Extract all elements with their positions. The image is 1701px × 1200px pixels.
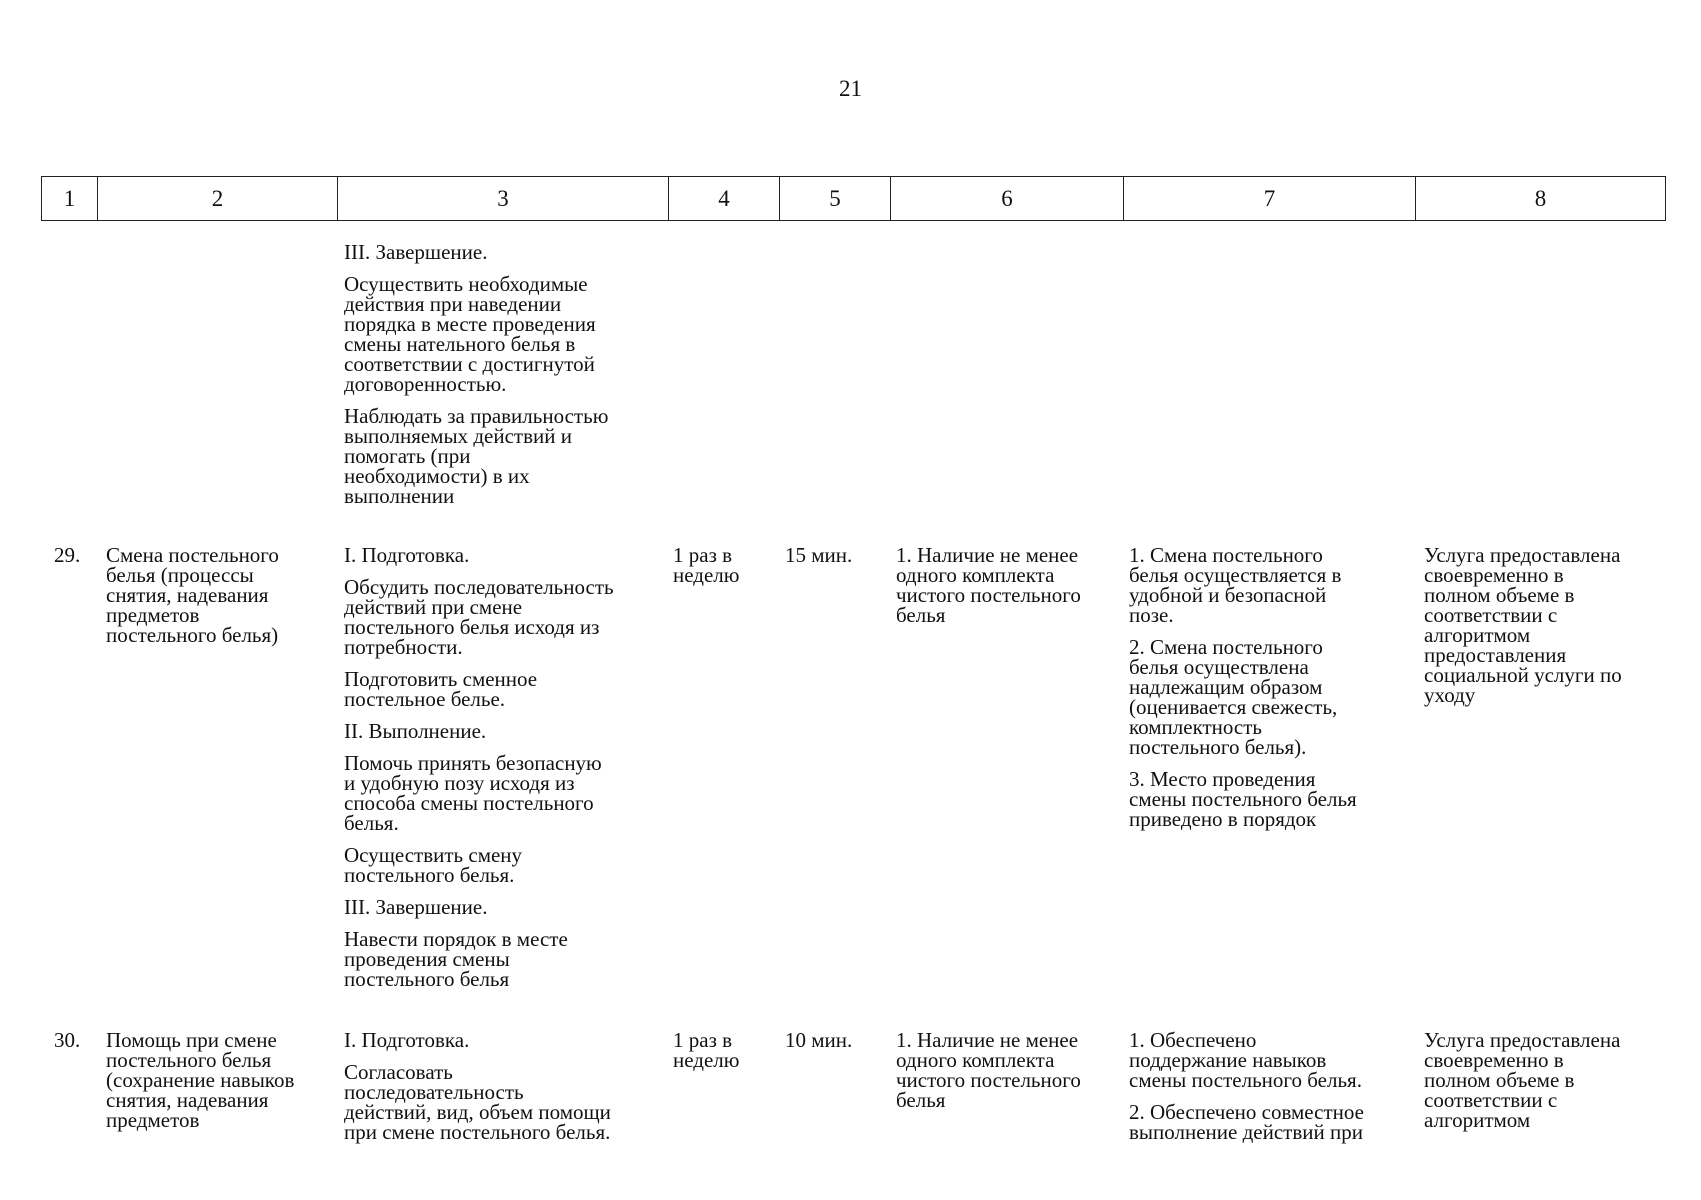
cell-paragraph — [344, 845, 674, 885]
cell-line: соответствии с — [1424, 603, 1558, 627]
cell-line: смены нательного белья в — [344, 332, 576, 356]
cell-paragraph — [344, 406, 674, 506]
cell-paragraph — [1424, 1030, 1664, 1130]
cell-paragraph — [344, 669, 674, 709]
cell-line: договоренностью. — [344, 372, 507, 396]
cell-line: I. Подготовка. — [344, 543, 470, 567]
cell-paragraph — [344, 577, 674, 657]
cell-line: III. Завершение. — [344, 240, 488, 264]
cell-paragraph — [344, 545, 674, 565]
cell-paragraph — [344, 1062, 674, 1142]
cell-line: постельного белья). — [1129, 735, 1307, 759]
cell-line: смены постельного белья. — [1129, 1068, 1362, 1092]
cell-line: действий при смене — [344, 595, 523, 619]
cell-line: 2. Обеспечено совместное — [1129, 1100, 1364, 1124]
cell-line: предоставления — [1424, 643, 1567, 667]
cell-line: своевременно в — [1424, 1048, 1564, 1072]
cell-line: белья (процессы — [106, 563, 254, 587]
header-cell-8: 8 — [1534, 186, 1547, 211]
cell-line: соответствии с достигнутой — [344, 352, 595, 376]
cell-line: Обсудить последовательность — [344, 575, 614, 599]
cell-line: 1. Наличие не менее — [896, 543, 1079, 567]
cell-line: предметов — [106, 603, 200, 627]
cell-paragraph — [896, 1030, 1121, 1110]
cell-line: Согласовать — [344, 1060, 453, 1084]
cell-line: Подготовить сменное — [344, 667, 538, 691]
cell-line: 3. Место проведения — [1129, 767, 1316, 791]
cell-line: предметов — [106, 1108, 200, 1132]
cell-line: удобной и безопасной — [1129, 583, 1327, 607]
cell-paragraph — [1424, 545, 1664, 705]
cell-line: одного комплекта — [896, 1048, 1055, 1072]
cell-line: чистого постельного — [896, 583, 1081, 607]
cell-line: выполнении — [344, 484, 455, 508]
header-cell-7: 7 — [1124, 177, 1416, 220]
cell-line: белья осуществлена — [1129, 655, 1309, 679]
cell-line: комплектность — [1129, 715, 1263, 739]
cell-line: порядка в месте проведения — [344, 312, 596, 336]
service-steps — [344, 545, 674, 989]
cell-line: и удобную позу исходя из — [344, 771, 575, 795]
service-evaluation — [1424, 1030, 1664, 1130]
cell-paragraph — [1129, 1102, 1424, 1142]
cell-line: уходу — [1424, 683, 1476, 707]
cell-line: Осуществить необходимые — [344, 272, 588, 296]
cell-line: белья осуществляется в — [1129, 563, 1342, 587]
service-conditions — [896, 1030, 1121, 1110]
cell-line: алгоритмом — [1424, 623, 1531, 647]
cell-line: (оценивается свежесть, — [1129, 695, 1338, 719]
row-number: 29. — [54, 543, 81, 567]
cell-line: снятия, надевания — [106, 583, 269, 607]
cell-line: (сохранение навыков — [106, 1068, 295, 1092]
cell-paragraph — [344, 897, 674, 917]
row-number: 30. — [54, 1028, 81, 1052]
table-header-row — [41, 176, 1666, 221]
cell-line: 1 раз в — [673, 1028, 733, 1052]
cell-line: белья — [896, 1088, 946, 1112]
cell-paragraph — [106, 1030, 334, 1130]
cell-paragraph — [344, 929, 674, 989]
cell-line: Навести порядок в месте — [344, 927, 568, 951]
cell-paragraph — [344, 721, 674, 741]
cell-paragraph — [1129, 637, 1424, 757]
cell-line: полном объеме в — [1424, 583, 1575, 607]
service-steps — [344, 1030, 674, 1142]
cell-line: приведено в порядок — [1129, 807, 1317, 831]
cell-line: 10 мин. — [785, 1028, 853, 1052]
service-frequency — [673, 545, 773, 585]
cell-line: Наблюдать за правильностью — [344, 404, 609, 428]
cell-paragraph — [344, 1030, 674, 1050]
cell-line: смены постельного белья — [1129, 787, 1357, 811]
cell-line: 1. Наличие не менее — [896, 1028, 1079, 1052]
cell-line: последовательность — [344, 1080, 524, 1104]
cell-line: белья — [896, 603, 946, 627]
cell-line: поддержание навыков — [1129, 1048, 1327, 1072]
cell-line: постельного белья) — [106, 623, 279, 647]
cell-line: социальной услуги по — [1424, 663, 1622, 687]
page-number: 21 — [839, 76, 862, 101]
cell-line: постельное белье. — [344, 687, 506, 711]
cell-line: алгоритмом — [1424, 1108, 1531, 1132]
service-duration — [785, 545, 885, 565]
cell-paragraph — [785, 545, 885, 565]
cell-line: надлежащим образом — [1129, 675, 1323, 699]
cell-line: полном объеме в — [1424, 1068, 1575, 1092]
cell-line: белья. — [344, 811, 399, 835]
cell-line: постельного белья. — [344, 863, 515, 887]
continuation-steps — [344, 242, 674, 506]
cell-paragraph — [896, 545, 1121, 625]
cell-line: 15 мин. — [785, 543, 853, 567]
cell-line: одного комплекта — [896, 563, 1055, 587]
cell-line: Помочь принять безопасную — [344, 751, 602, 775]
cell-paragraph — [673, 1030, 773, 1070]
cell-paragraph — [344, 274, 674, 394]
service-evaluation — [1424, 545, 1664, 705]
header-cell-1: 1 — [42, 177, 98, 220]
service-conditions — [896, 545, 1121, 625]
cell-line: неделю — [673, 563, 740, 587]
cell-paragraph — [1129, 769, 1424, 829]
cell-line: действия при наведении — [344, 292, 562, 316]
cell-line: проведения смены — [344, 947, 510, 971]
cell-line: I. Подготовка. — [344, 1028, 470, 1052]
service-name — [106, 1030, 334, 1130]
header-cell-6: 6 — [891, 177, 1124, 220]
service-quality — [1129, 545, 1424, 829]
service-duration — [785, 1030, 885, 1050]
cell-paragraph — [1129, 545, 1424, 625]
cell-line: Услуга предоставлена — [1424, 1028, 1621, 1052]
cell-line: постельного белья — [106, 1048, 272, 1072]
header-cell-4: 4 — [669, 177, 780, 220]
cell-line: 2. Смена постельного — [1129, 635, 1323, 659]
cell-line: выполнение действий при — [1129, 1120, 1363, 1144]
cell-line: II. Выполнение. — [344, 719, 487, 743]
header-cell-5: 5 — [780, 177, 891, 220]
cell-line: Осуществить смену — [344, 843, 523, 867]
cell-line: помогать (при — [344, 444, 471, 468]
service-name — [106, 545, 334, 645]
cell-line: выполняемых действий и — [344, 424, 572, 448]
cell-paragraph — [344, 242, 674, 262]
cell-paragraph — [673, 545, 773, 585]
cell-paragraph — [344, 753, 674, 833]
cell-line: неделю — [673, 1048, 740, 1072]
cell-line: постельного белья — [344, 967, 510, 991]
service-frequency — [673, 1030, 773, 1070]
header-cell-2: 2 — [98, 177, 338, 220]
cell-line: при смене постельного белья. — [344, 1120, 611, 1144]
cell-paragraph — [785, 1030, 885, 1050]
cell-line: позе. — [1129, 603, 1174, 627]
cell-line: чистого постельного — [896, 1068, 1081, 1092]
cell-line: потребности. — [344, 635, 463, 659]
cell-line: постельного белья исходя из — [344, 615, 600, 639]
cell-line: III. Завершение. — [344, 895, 488, 919]
cell-line: Помощь при смене — [106, 1028, 277, 1052]
cell-line: необходимости) в их — [344, 464, 530, 488]
cell-line: 1 раз в — [673, 543, 733, 567]
service-quality — [1129, 1030, 1424, 1142]
cell-line: соответствии с — [1424, 1088, 1558, 1112]
cell-line: Услуга предоставлена — [1424, 543, 1621, 567]
cell-line: своевременно в — [1424, 563, 1564, 587]
header-cell-3: 3 — [338, 177, 669, 220]
cell-line: Смена постельного — [106, 543, 279, 567]
cell-line: снятия, надевания — [106, 1088, 269, 1112]
cell-paragraph — [1129, 1030, 1424, 1090]
cell-line: 1. Смена постельного — [1129, 543, 1323, 567]
cell-line: действий, вид, объем помощи — [344, 1100, 611, 1124]
cell-paragraph — [106, 545, 334, 645]
cell-line: 1. Обеспечено — [1129, 1028, 1257, 1052]
cell-line: способа смены постельного — [344, 791, 594, 815]
